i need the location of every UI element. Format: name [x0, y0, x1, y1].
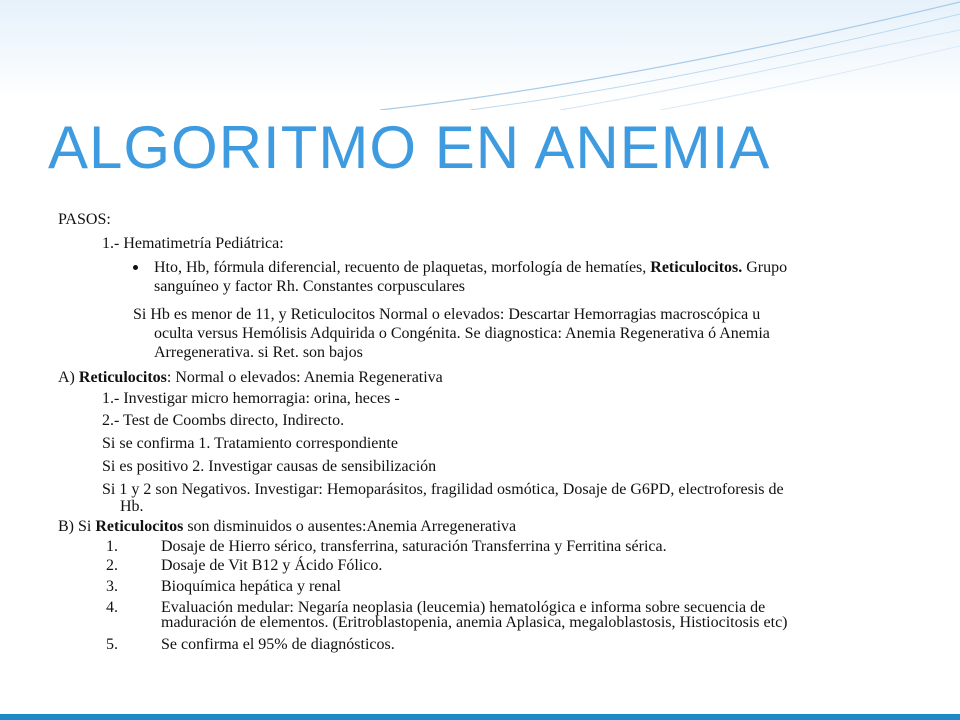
- a-item-4: Si es positivo 2. Investigar causas de sensibilización: [102, 458, 437, 475]
- bullet-dot: [133, 265, 138, 270]
- a-item-5-wrap: Hb.: [120, 498, 144, 515]
- a-item-5: Si 1 y 2 son Negativos. Investigar: Hemoparásitos, fragilidad osmótica, Dosaje de G6PD, electroforesis de: [102, 481, 784, 498]
- step1-heading: 1.- Hematimetría Pediátrica:: [102, 235, 284, 252]
- b-item-3: Bioquímica hepática y renal: [161, 578, 341, 595]
- b-item-1-num: 1.: [106, 538, 118, 555]
- section-b-heading: B) Si Reticulocitos son disminuidos o ausentes:Anemia Arregenerativa: [58, 518, 517, 535]
- b-item-4-line2: maduración de elementos. (Eritroblastopenia, anemia Aplasica, megaloblastosis, Histiocitosis etc): [161, 614, 788, 631]
- hb-line1: Si Hb es menor de 11, y Reticulocitos Normal o elevados: Descartar Hemorragias macroscópica u: [133, 306, 761, 323]
- hb-line3: Arregenerativa. si Ret. son bajos: [154, 344, 363, 361]
- b-item-2: Dosaje de Vit B12 y Ácido Fólico.: [161, 557, 383, 574]
- hb-line2: oculta versus Hemólisis Adquirida o Congénita. Se diagnostica: Anemia Regenerativa ó Anemia: [154, 325, 770, 342]
- bottom-accent-bar: [0, 714, 960, 720]
- bullet1-line2: sanguíneo y factor Rh. Constantes corpusculares: [154, 278, 466, 295]
- section-a-heading: A) Reticulocitos: Normal o elevados: Anemia Regenerativa: [58, 369, 443, 386]
- b-item-2-num: 2.: [106, 557, 118, 574]
- b-item-1: Dosaje de Hierro sérico, transferrina, saturación Transferrina y Ferritina sérica.: [161, 538, 667, 555]
- b-item-5: Se confirma el 95% de diagnósticos.: [161, 636, 395, 653]
- b-item-3-num: 3.: [106, 578, 118, 595]
- pasos-label: PASOS:: [58, 211, 111, 228]
- b-item-4: Evaluación medular: Negaría neoplasia (leucemia) hematológica e informa sobre secuencia de: [161, 599, 766, 616]
- slide-title: ALGORITMO EN ANEMIA: [48, 114, 771, 181]
- a-item-2: 2.- Test de Coombs directo, Indirecto.: [102, 412, 345, 429]
- b-item-5-num: 5.: [106, 636, 118, 653]
- a-item-3: Si se confirma 1. Tratamiento correspondiente: [102, 435, 398, 452]
- bullet1-line1: Hto, Hb, fórmula diferencial, recuento de plaquetas, morfología de hematíes, Reticulocitos. Grupo: [154, 259, 788, 276]
- a-item-1: 1.- Investigar micro hemorragia: orina, heces -: [102, 390, 400, 407]
- b-item-4-num: 4.: [106, 599, 118, 616]
